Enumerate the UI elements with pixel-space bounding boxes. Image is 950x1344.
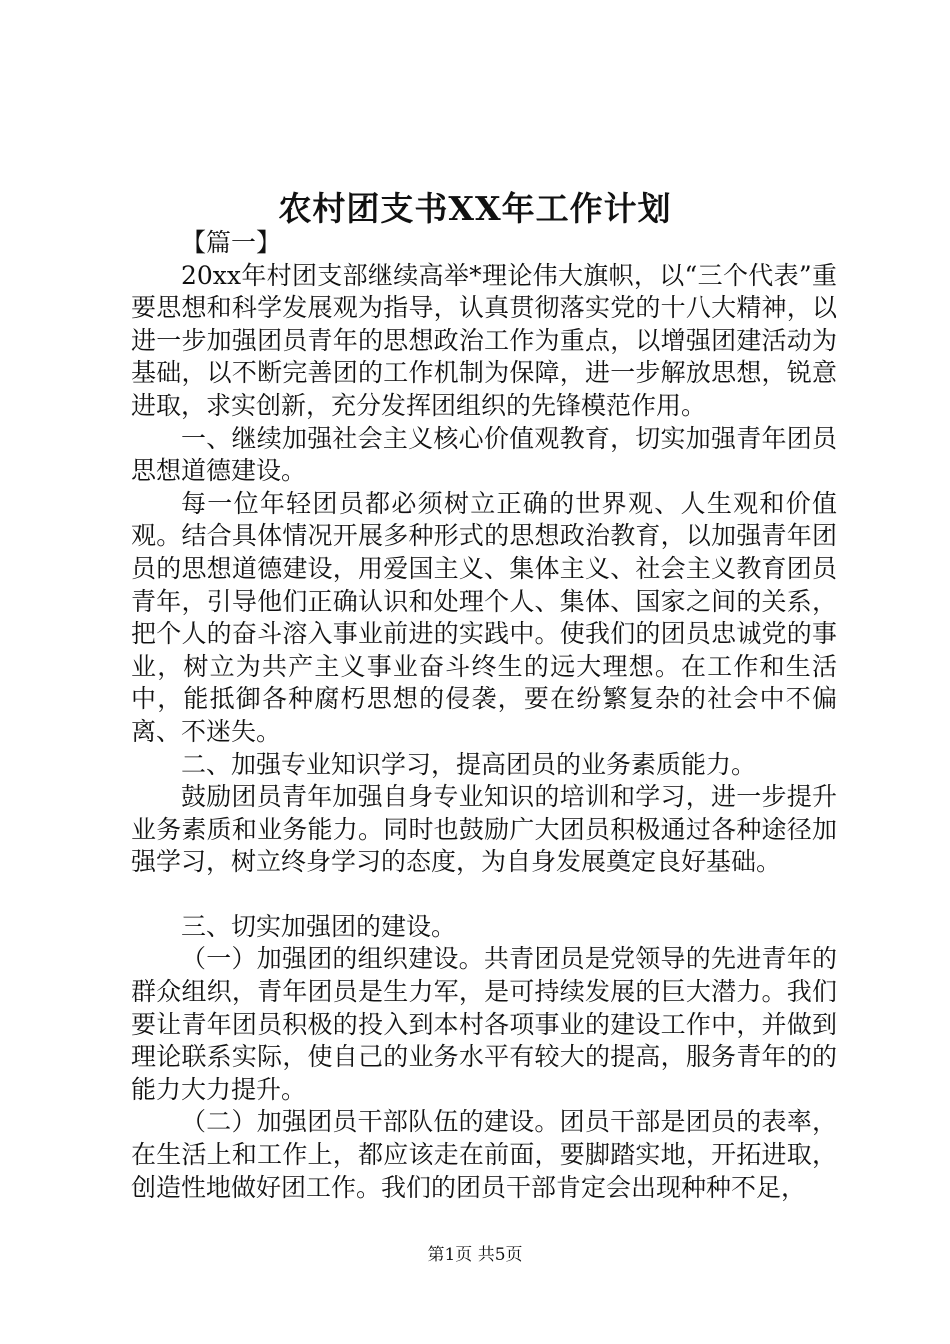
document-body xyxy=(131,227,837,1204)
paragraph-one: 每一位年轻团员都必须树立正确的世界观、人生观和价值观。结合具体情况开展多种形式的思想政治教育，以加强青年团员的思想道德建设，用爱国主义、集体主义、社会主义教育团员青年，引导他们正确认识和处理个人、集体、国家之间的关系，把个人的奋斗溶入事业前进的实践中。使我们的团员忠诚党的事业，树立为共产主义事业奋斗终生的远大理想。在工作和生活中，能抵御各种腐朽思想的侵袭，要在纷繁复杂的社会中不偏离、不迷失。 xyxy=(131,488,837,746)
heading-three: 三、切实加强团的建设。 xyxy=(181,911,457,941)
document-title: 农村团支书XX年工作计划 xyxy=(278,189,672,228)
section-label: 【篇一】 xyxy=(181,228,282,257)
paragraph-two: 鼓励团员青年加强自身专业知识的培训和学习，进一步提升业务素质和业务能力。同时也鼓励广大团员积极通过各种途径加强学习，树立终身学习的态度，为自身发展奠定良好基础。 xyxy=(131,782,837,877)
paragraph-three-one: （一）加强团的组织建设。共青团员是党领导的先进青年的群众组织，青年团员是生力军，是可持续发展的巨大潜力。我们要让青年团员积极的投入到本村各项事业的建设工作中，并做到理论联系实际，使自己的业务水平有较大的提高，服务青年的的能力大力提升。 xyxy=(131,944,837,1104)
paragraph-intro: 20xx年村团支部继续高举*理论伟大旗帜，以“三个代表”重要思想和科学发展观为指导，认真贯彻落实党的十八大精神，以进一步加强团员青年的思想政治工作为重点，以增强团建活动为基础，以不断完善团的工作机制为保障，进一步解放思想，锐意进取，求实创新，充分发挥团组织的先锋模范作用。 xyxy=(131,260,837,420)
heading-two: 二、加强专业知识学习，提高团员的业务素质能力。 xyxy=(181,749,757,779)
paragraph-three-two: （二）加强团员干部队伍的建设。团员干部是团员的表率，在生活上和工作上，都应该走在前面，要脚踏实地，开拓进取，创造性地做好团工作。我们的团员干部肯定会出现种种不足， xyxy=(131,1107,837,1202)
page-footer: 第1页 共5页 xyxy=(427,1245,523,1265)
heading-one: 一、继续加强社会主义核心价值观教育，切实加强青年团员思想道德建设。 xyxy=(131,423,837,486)
